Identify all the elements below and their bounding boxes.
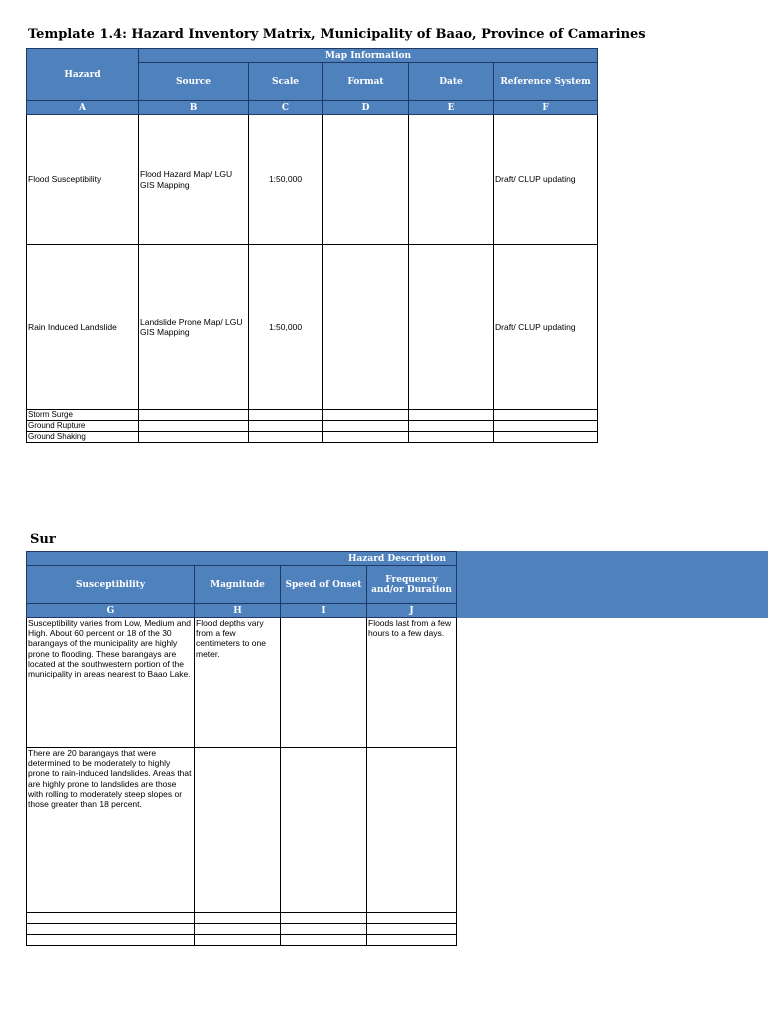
table-row: [27, 115, 598, 245]
source-cell: Flood Hazard Map/ LGU GIS Mapping: [139, 115, 249, 245]
scale-cell: 1:50,000: [249, 245, 323, 410]
format-cell: [323, 115, 409, 245]
scale-cell: [249, 421, 323, 432]
frequency-cell: [367, 748, 457, 913]
susceptibility-cell: There are 20 barangays that were determined to be moderately to highly prone to rain-induced landslides. Areas that are highly prone to landslides are those with rolling to moderately steep slopes or those greater than 18 percent.: [27, 748, 195, 913]
table-row: [27, 748, 457, 913]
scale-cell: [249, 432, 323, 443]
table-row: [27, 618, 457, 748]
susceptibility-cell: [27, 924, 195, 935]
header-date: Date: [409, 63, 494, 101]
reference-system-cell: Draft/ CLUP updating: [494, 245, 598, 410]
scale-cell: [249, 410, 323, 421]
header-frequency-duration: Frequency and/or Duration: [367, 566, 457, 604]
magnitude-cell: [195, 924, 281, 935]
header-hazard: Hazard: [27, 49, 139, 101]
hazard-cell: Flood Susceptibility: [27, 115, 139, 245]
frequency-cell: [367, 924, 457, 935]
speed-of-onset-cell: [281, 748, 367, 913]
magnitude-cell: [195, 748, 281, 913]
column-letter: B: [139, 101, 249, 115]
reference-system-cell: [494, 410, 598, 421]
header-scale: Scale: [249, 63, 323, 101]
date-cell: [409, 432, 494, 443]
section-title: Sur: [30, 532, 56, 547]
speed-of-onset-cell: [281, 618, 367, 748]
speed-of-onset-cell: [281, 935, 367, 946]
table-row: [27, 245, 598, 410]
header-magnitude: Magnitude: [195, 566, 281, 604]
hazard-inventory-table: [26, 48, 598, 443]
magnitude-cell: [195, 913, 281, 924]
magnitude-cell: Flood depths vary from a few centimeters to one meter.: [195, 618, 281, 748]
hazard-cell: Ground Shaking: [27, 432, 139, 443]
scale-cell: 1:50,000: [249, 115, 323, 245]
format-cell: [323, 421, 409, 432]
header-reference-system: Reference System: [494, 63, 598, 101]
reference-system-cell: [494, 421, 598, 432]
format-cell: [323, 410, 409, 421]
reference-system-cell: Draft/ CLUP updating: [494, 115, 598, 245]
date-cell: [409, 245, 494, 410]
column-letter: J: [367, 604, 457, 618]
header-speed-of-onset: Speed of Onset: [281, 566, 367, 604]
hazard-cell: Storm Surge: [27, 410, 139, 421]
hazard-cell: Rain Induced Landslide: [27, 245, 139, 410]
source-cell: Landslide Prone Map/ LGU GIS Mapping: [139, 245, 249, 410]
header-source: Source: [139, 63, 249, 101]
speed-of-onset-cell: [281, 924, 367, 935]
hazard-cell: Ground Rupture: [27, 421, 139, 432]
susceptibility-cell: [27, 935, 195, 946]
header-map-information: Map Information: [139, 49, 598, 63]
magnitude-cell: [195, 935, 281, 946]
column-letter: E: [409, 101, 494, 115]
date-cell: [409, 115, 494, 245]
date-cell: [409, 410, 494, 421]
column-letter: C: [249, 101, 323, 115]
column-letter: A: [27, 101, 139, 115]
reference-system-cell: [494, 432, 598, 443]
table-row: [27, 421, 598, 432]
hazard-description-table: [26, 551, 457, 946]
column-letter: H: [195, 604, 281, 618]
source-cell: [139, 432, 249, 443]
header-susceptibility: Susceptibility: [27, 566, 195, 604]
source-cell: [139, 421, 249, 432]
header-hazard-description: Hazard Description: [27, 552, 457, 566]
table-row: [27, 935, 457, 946]
format-cell: [323, 432, 409, 443]
table-row: [27, 913, 457, 924]
header-fill-block: [456, 551, 768, 618]
column-letter: I: [281, 604, 367, 618]
format-cell: [323, 245, 409, 410]
column-letter: G: [27, 604, 195, 618]
susceptibility-cell: [27, 913, 195, 924]
table-row: [27, 410, 598, 421]
column-letter: D: [323, 101, 409, 115]
date-cell: [409, 421, 494, 432]
table-row: [27, 432, 598, 443]
header-format: Format: [323, 63, 409, 101]
table-row: [27, 924, 457, 935]
susceptibility-cell: Susceptibility varies from Low, Medium and High. About 60 percent or 18 of the 30 barangays of the municipality are highly prone to flooding. These barangays are located at the southwestern portion of the municipality in areas nearest to Baao Lake.: [27, 618, 195, 748]
page-title: Template 1.4: Hazard Inventory Matrix, Municipality of Baao, Province of Camarines: [28, 27, 646, 42]
frequency-cell: [367, 913, 457, 924]
speed-of-onset-cell: [281, 913, 367, 924]
frequency-cell: Floods last from a few hours to a few days.: [367, 618, 457, 748]
frequency-cell: [367, 935, 457, 946]
column-letter: F: [494, 101, 598, 115]
source-cell: [139, 410, 249, 421]
